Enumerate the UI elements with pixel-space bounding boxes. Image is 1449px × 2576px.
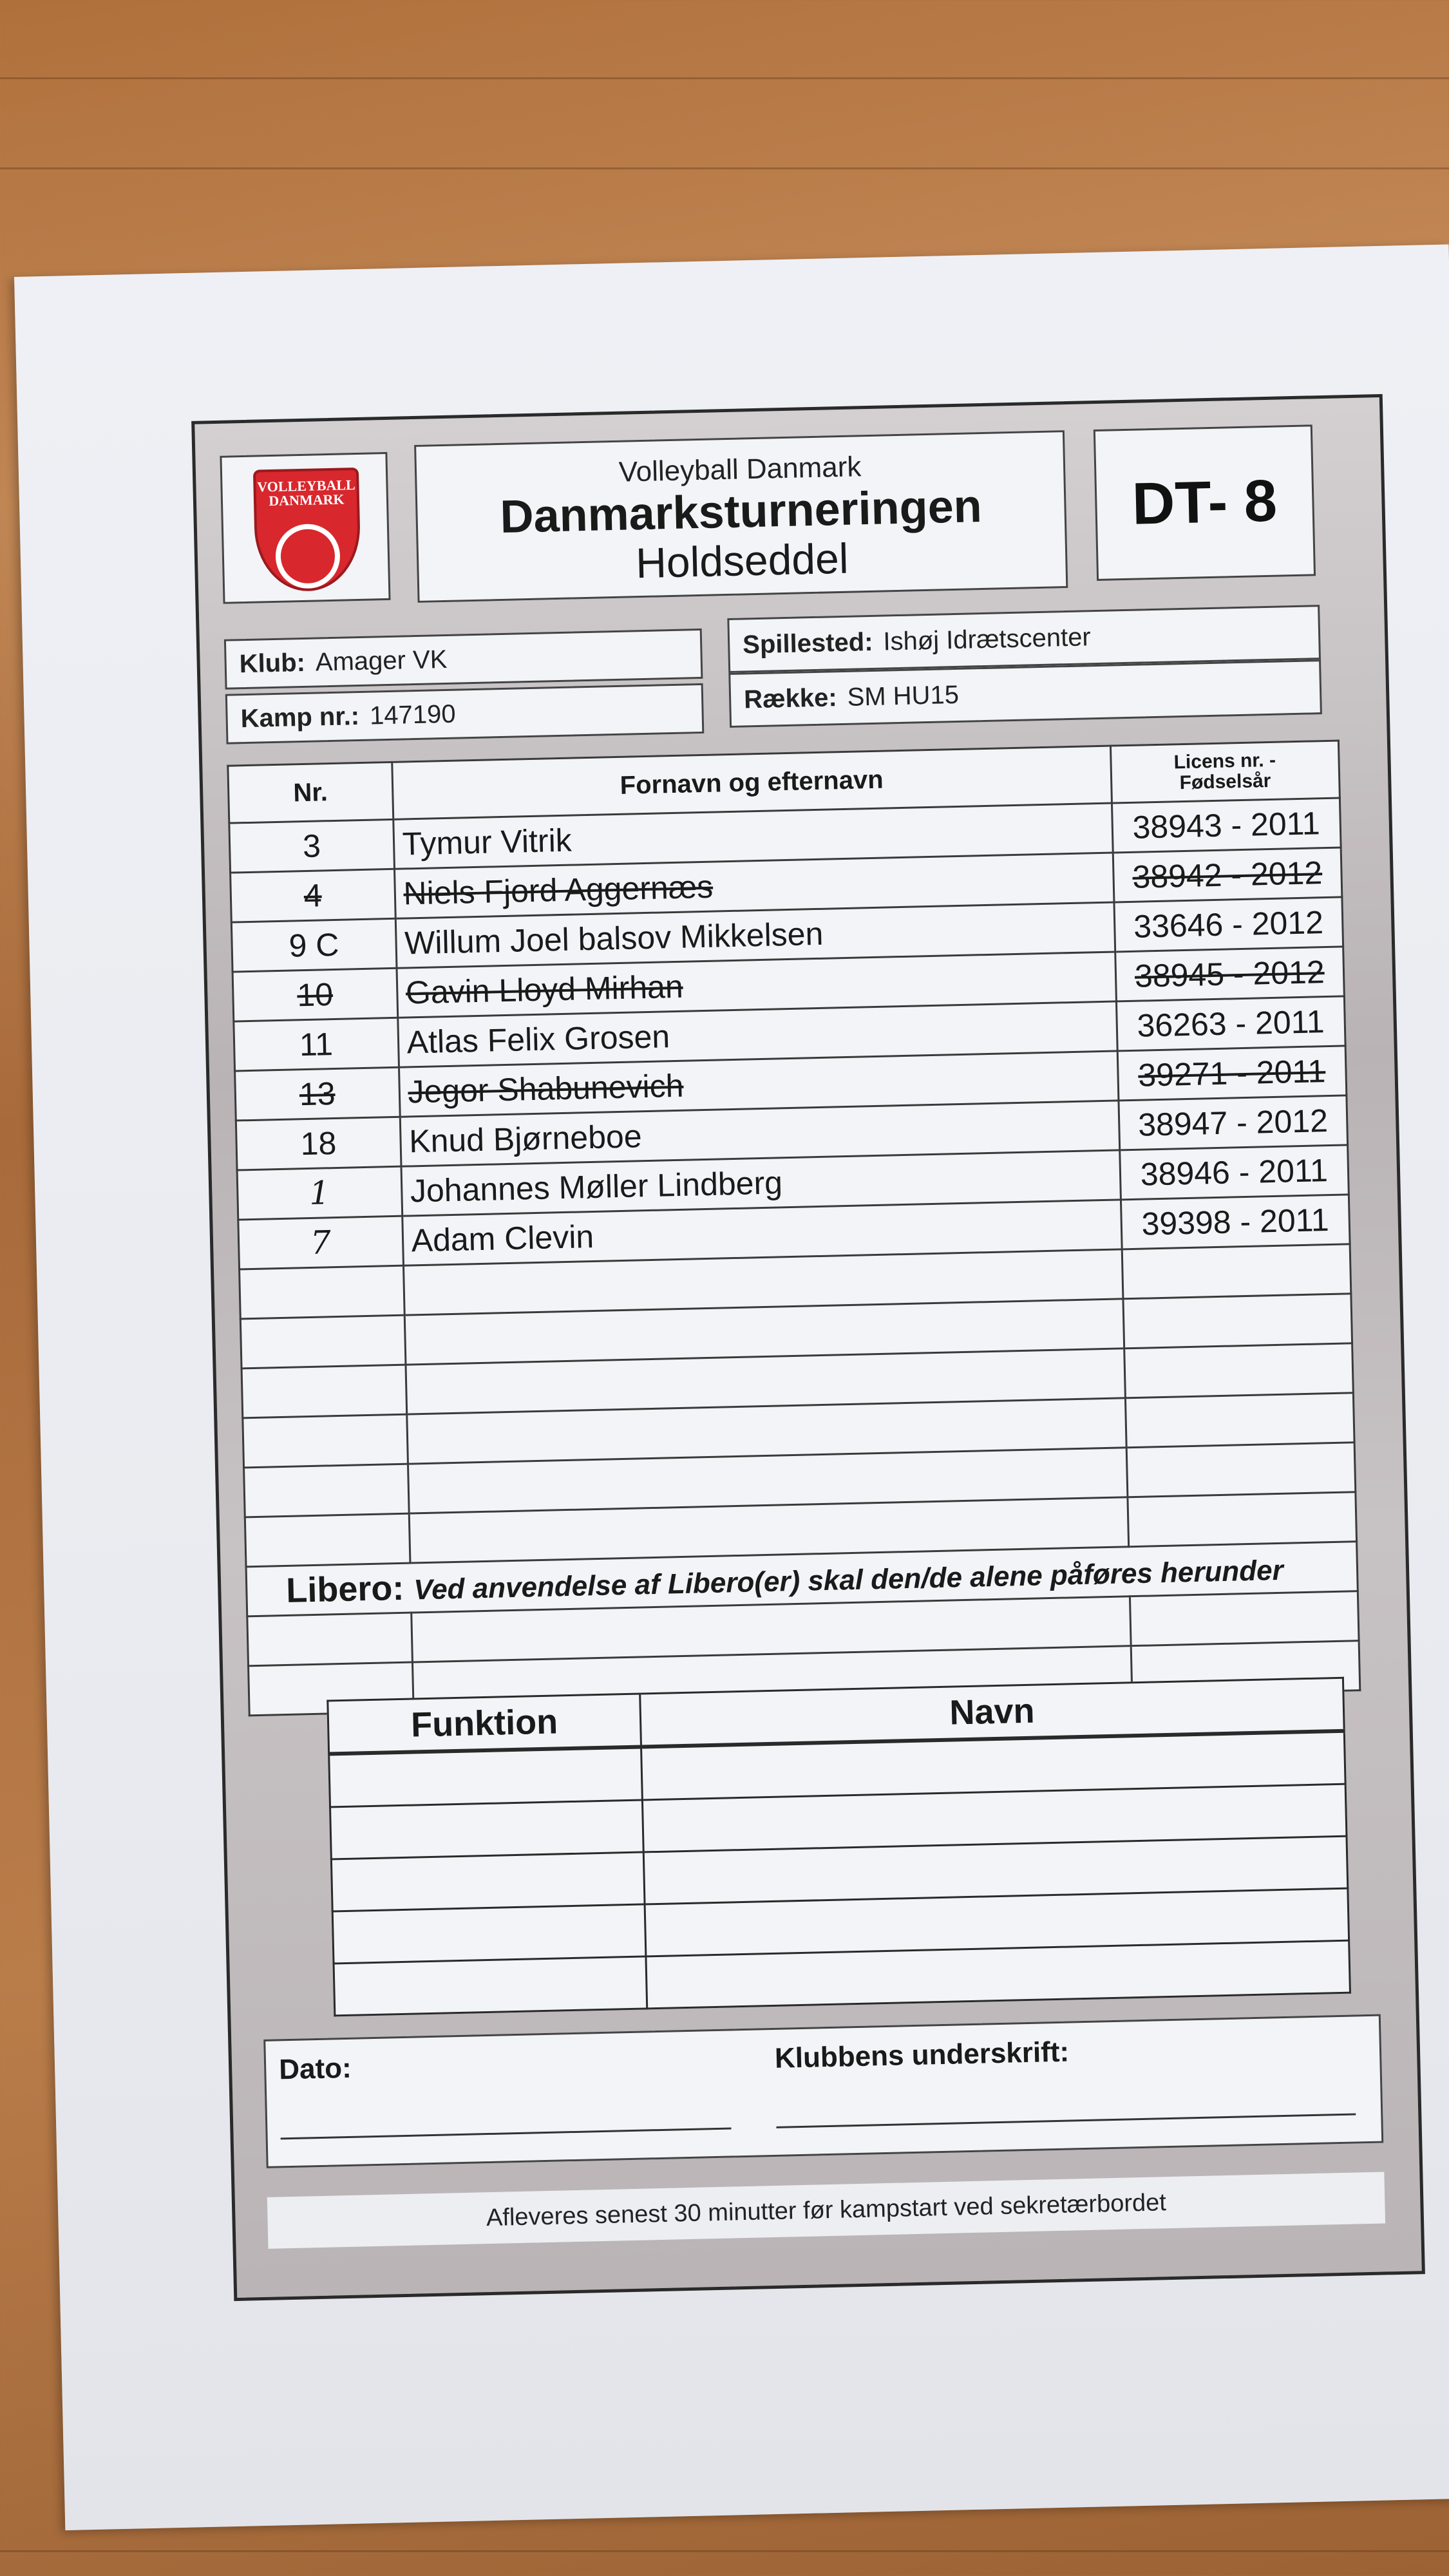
- klub-label: Klub:: [239, 648, 306, 678]
- spillested-value: Ishøj Idrætscenter: [882, 623, 1092, 656]
- libero-label: Libero:: [285, 1568, 405, 1610]
- kamp-value: 147190: [369, 699, 457, 730]
- signature-box: [263, 2014, 1383, 2168]
- dato-line: [281, 2127, 732, 2139]
- col-header-name: Fornavn og efternavn: [392, 746, 1112, 819]
- player-name: Adam Clevin: [402, 1200, 1121, 1265]
- player-license: 38945 - 2012: [1115, 947, 1344, 1001]
- player-license: 38942 - 2012: [1113, 848, 1342, 902]
- spillested-label: Spillested:: [742, 627, 873, 659]
- dato-label: Dato:: [278, 2052, 352, 2086]
- raekke-label: Række:: [743, 683, 838, 714]
- page-subtitle: Holdseddel: [635, 534, 849, 587]
- player-number: 10: [232, 968, 397, 1021]
- player-name: Gavin Lloyd Mirhan: [397, 952, 1116, 1018]
- org-name: Volleyball Danmark: [618, 451, 862, 488]
- signature-line: [776, 2113, 1356, 2128]
- col-header-license: [1110, 741, 1340, 803]
- license-header-line1: Licens nr. -: [1173, 749, 1276, 773]
- form-code: DT- 8: [1131, 468, 1278, 537]
- player-name: Jegor Shabunevich: [399, 1051, 1118, 1117]
- col-header-nr: Nr.: [228, 762, 393, 823]
- player-number: 18: [236, 1117, 401, 1170]
- footer-note: Afleveres senest 30 minutter før kampstart ved sekretærbordet: [267, 2172, 1385, 2248]
- player-number: 1: [237, 1166, 402, 1220]
- klub-field: [224, 629, 703, 690]
- player-license: 38947 - 2012: [1119, 1095, 1348, 1150]
- ball-icon: [275, 524, 341, 589]
- kamp-field: [225, 683, 705, 744]
- player-number: 3: [229, 819, 394, 873]
- players-table: [227, 739, 1361, 1716]
- page-title: Danmarksturneringen: [499, 480, 983, 543]
- player-number: 9 C: [231, 918, 396, 972]
- player-license: 36263 - 2011: [1116, 996, 1345, 1051]
- player-name: Niels Fjord Aggernæs: [394, 853, 1113, 918]
- form-code-box: [1094, 424, 1316, 581]
- player-name: Atlas Felix Grosen: [397, 1001, 1117, 1067]
- klub-value: Amager VK: [315, 645, 448, 677]
- player-name: Johannes Møller Lindberg: [401, 1150, 1121, 1216]
- col-header-navn: Navn: [640, 1678, 1345, 1747]
- logo-text: VOLLEYBALL DANMARK: [257, 477, 355, 509]
- libero-instruction: Ved anvendelse af Libero(er) skal den/de alene påføres herunder: [413, 1554, 1284, 1606]
- title-block: [414, 430, 1068, 603]
- signature-label: Klubbens underskrift:: [774, 2036, 1070, 2074]
- col-header-funktion: Funktion: [328, 1694, 641, 1754]
- player-number: 11: [234, 1018, 399, 1071]
- player-number: 7: [238, 1216, 403, 1269]
- player-license: 33646 - 2012: [1114, 897, 1343, 952]
- kamp-label: Kamp nr.:: [240, 701, 360, 733]
- player-number: 13: [235, 1067, 400, 1121]
- volleyball-danmark-logo: [253, 468, 361, 592]
- license-header-line2: Fødselsår: [1179, 770, 1271, 794]
- player-number: 4: [231, 869, 395, 922]
- player-name: Tymur Vitrik: [393, 803, 1112, 869]
- player-name: Knud Bjørneboe: [400, 1101, 1119, 1166]
- logo-box: [220, 452, 390, 604]
- player-license: 39398 - 2011: [1121, 1195, 1350, 1249]
- raekke-value: SM HU15: [847, 680, 960, 712]
- form-sheet: [14, 244, 1449, 2530]
- player-license: 39271 - 2011: [1117, 1046, 1347, 1101]
- player-license: 38946 - 2011: [1119, 1145, 1349, 1200]
- player-name: Willum Joel balsov Mikkelsen: [395, 902, 1115, 968]
- function-table: [327, 1677, 1351, 2017]
- player-license: 38943 - 2011: [1112, 798, 1341, 853]
- team-sheet-form: [191, 394, 1425, 2301]
